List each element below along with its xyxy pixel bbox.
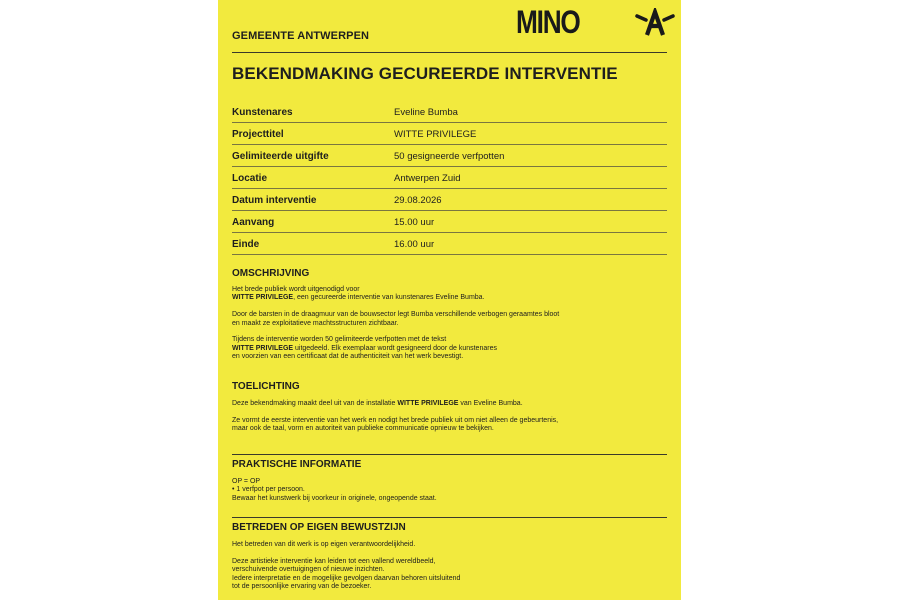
detail-value: 15.00 uur: [394, 217, 435, 228]
section-omschrijving: [232, 268, 667, 362]
detail-row-location: [232, 168, 667, 189]
detail-label: Gelimiteerde uitgifte: [232, 151, 329, 162]
antwerpen-a-logo-icon: [634, 8, 676, 38]
detail-label: Einde: [232, 239, 260, 250]
detail-label: Locatie: [232, 173, 268, 184]
section-heading: PRAKTISCHE INFORMATIE: [232, 459, 362, 470]
project-name-emphasis: WITTE PRIVILEGE: [232, 344, 294, 352]
paragraph-line: Deze artistieke interventie kan leiden tot een vallend wereldbeeld,: [232, 557, 436, 565]
section-heading: OMSCHRIJVING: [232, 268, 310, 279]
detail-label: Kunstenares: [232, 107, 293, 118]
detail-value: WITTE PRIVILEGE: [394, 129, 477, 140]
bullet-item: • 1 verfpot per persoon.: [232, 486, 305, 494]
paragraph-line: Tijdens de interventie worden 50 gelimiteerde verfpotten met de tekst: [232, 336, 447, 344]
page-title: BEKENDMAKING GECUREERDE INTERVENTIE: [232, 64, 618, 83]
detail-label: Datum interventie: [232, 195, 317, 206]
detail-value: Eveline Bumba: [394, 107, 458, 118]
detail-row-start: [232, 212, 667, 233]
municipality-name: GEMEENTE ANTWERPEN: [232, 30, 370, 42]
paragraph-line: WITTE PRIVILEGE, een gecureerde interventie van kunstenares Eveline Bumba.: [232, 294, 485, 302]
paragraph-line: Deze bekendmaking maakt deel uit van de installatie WITTE PRIVILEGE van Eveline Bumba.: [232, 400, 523, 407]
detail-value: 16.00 uur: [394, 239, 435, 250]
detail-label: Projecttitel: [232, 129, 284, 140]
detail-row-project-title: [232, 124, 667, 145]
announcement-poster: [218, 0, 681, 600]
paragraph-line: OP = OP: [232, 478, 261, 485]
detail-value: 50 gesigneerde verfpotten: [394, 151, 505, 162]
paragraph-line: WITTE PRIVILEGE uitgedeeld. Elk exemplaar wordt gesigneerd door de kunstenares: [232, 344, 497, 352]
section-divider: [232, 517, 667, 518]
paragraph-line: en maakt ze exploitatieve machtsstructuren zichtbaar.: [232, 319, 399, 327]
paragraph-line: Door de barsten in de draagmuur van de bouwsector legt Bumba verschillende verbogen geraamtes bloot: [232, 311, 560, 319]
paragraph-line: en voorzien van een certificaat dat de authenticiteit van het werk bevestigt.: [232, 353, 464, 361]
paragraph-line: Bewaar het kunstwerk bij voorkeur in originele, ongeopende staat.: [232, 494, 437, 502]
section-heading: BETREDEN OP EIGEN BEWUSTZIJN: [232, 522, 406, 533]
paragraph-line: verschuivende overtuigingen of nieuwe inzichten.: [232, 566, 385, 574]
mino-logo: MINO: [516, 4, 580, 40]
project-name-emphasis: WITTE PRIVILEGE: [397, 400, 459, 407]
detail-value: Antwerpen Zuid: [394, 173, 461, 184]
section-heading: TOELICHTING: [232, 381, 300, 392]
detail-row-date: [232, 190, 667, 211]
details-table: [232, 102, 667, 256]
paragraph-line: Het brede publiek wordt uitgenodigd voor: [232, 286, 360, 293]
paragraph-line: maar ook de taal, vorm en autoriteit van publieke communicatie opnieuw te bekijken.: [232, 425, 494, 433]
header-divider: [232, 52, 667, 53]
detail-row-artist: [232, 102, 667, 123]
paragraph-line: Ze vormt de eerste interventie van het werk en nodigt het brede publiek uit om niet alleen de gebeurtenis,: [232, 416, 559, 424]
detail-value: 29.08.2026: [394, 195, 442, 206]
detail-row-edition: [232, 146, 667, 167]
paragraph-line: tot de persoonlijke ervaring van de bezoeker.: [232, 583, 372, 591]
section-divider: [232, 454, 667, 455]
paragraph-line: Het betreden van dit werk is op eigen verantwoordelijkheid.: [232, 541, 416, 548]
paragraph-line: Iedere interpretatie en de mogelijke gevolgen daarvan behoren uitsluitend: [232, 574, 461, 582]
section-betreden-op-eigen-bewustzijn: [232, 522, 667, 591]
detail-label: Aanvang: [232, 217, 275, 228]
section-praktische-informatie: [232, 459, 667, 503]
project-name-emphasis: WITTE PRIVILEGE: [232, 294, 294, 302]
detail-row-end: [232, 234, 667, 255]
section-toelichting: [232, 381, 667, 434]
